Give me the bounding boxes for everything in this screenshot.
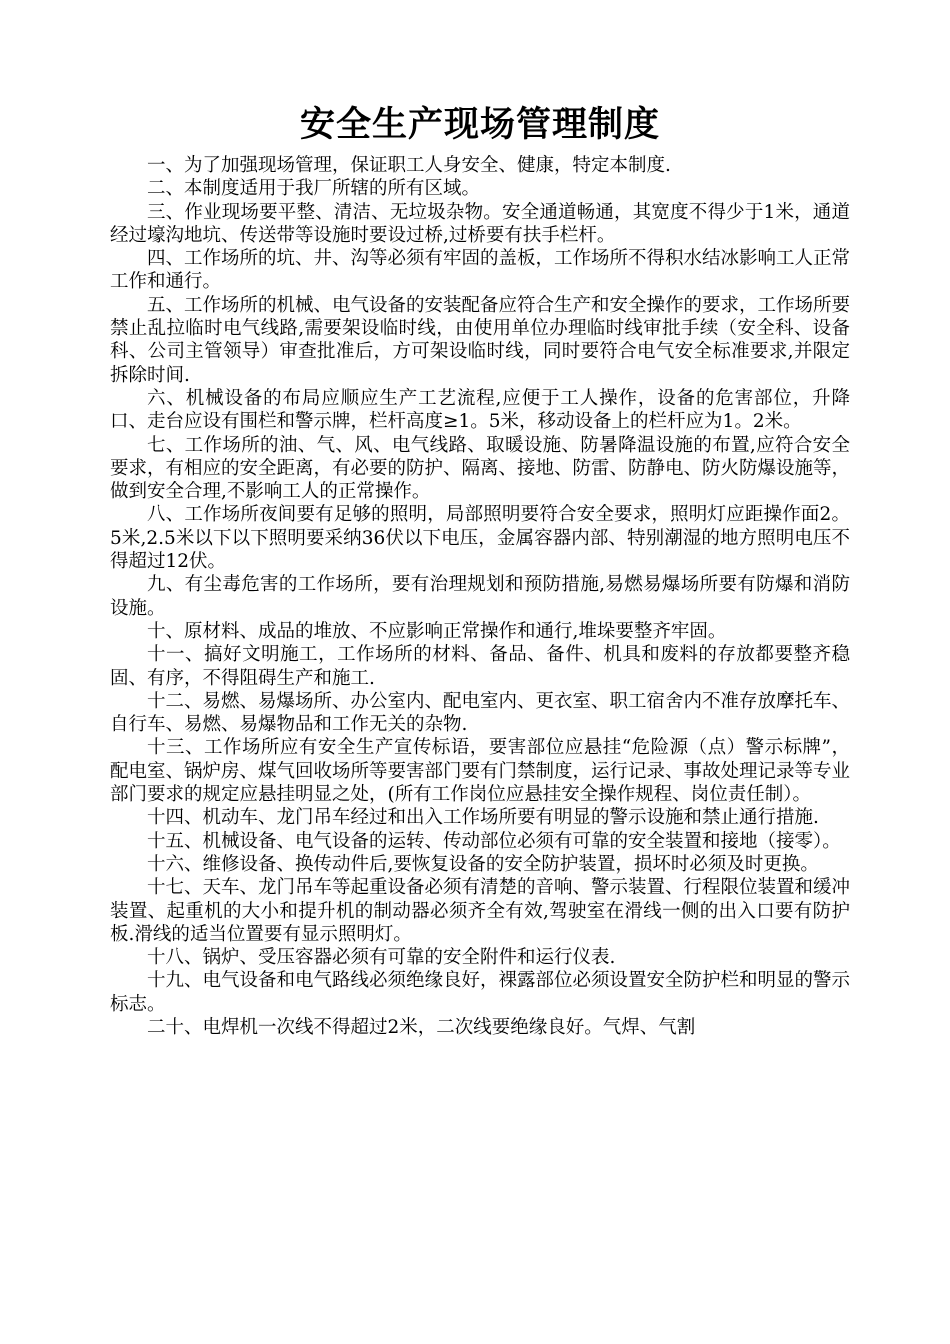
document-title: 安全生产现场管理制度 [299,104,660,145]
paragraph-14: 十四、机动车、龙门吊车经过和出入工作场所要有明显的警示设施和禁止通行措施. [147,807,819,829]
paragraph-15: 十五、机械设备、电气设备的运转、传动部位必须有可靠的安全装置和接地（接零）。 [147,830,841,852]
paragraph-19: 十九、电气设备和电气路线必须绝缘良好，裸露部位必须设置安全防护栏和明显的警示标志。 [110,970,851,1015]
paragraph-18: 十八、锅炉、受压容器必须有可靠的安全附件和运行仪表. [147,947,616,969]
paragraph-16: 十六、维修设备、换传动件后,要恢复设备的安全防护装置，损坏时必须及时更换。 [147,853,819,875]
paragraph-17: 十七、天车、龙门吊车等起重设备必须有清楚的音响、警示装置、行程限位装置和缓冲装置、起重机的大小和提升机的制动器必须齐全有效,驾驶室在滑线一侧的出入口要有防护板.滑线的适当位置要有显示照明灯。 [110,877,851,945]
paragraph-2: 二、本制度适用于我厂所辖的所有区域。 [147,178,481,200]
paragraph-6: 六、机械设备的布局应顺应生产工艺流程,应便于工人操作，设备的危害部位，升降口、走台应设有围栏和警示牌，栏杆高度≥1。5米，移动设备上的栏杆应为1。2米。 [110,387,850,433]
document-page [110,96,850,1039]
paragraph-5: 五、工作场所的机械、电气设备的安装配备应符合生产和安全操作的要求，工作场所要禁止乱拉临时电气线路,需要架设临时线，由使用单位办理临时线审批手续（安全科、设备科、公司主管领导）审查批准后，方可架设临时线，同时要符合电气安全标准要求,并限定拆除时间. [110,294,851,386]
paragraph-4: 四、工作场所的坑、井、沟等必须有牢固的盖板，工作场所不得积水结冰影响工人正常工作和通行。 [110,248,851,293]
paragraph-1: 一、为了加强现场管理，保证职工人身安全、健康，特定本制度. [147,155,671,176]
document-body [110,154,850,1039]
paragraph-8: 八、工作场所夜间要有足够的照明，局部照明要符合安全要求，照明灯应距操作面2。5米,2.5米以下以下照明要采纳36伏以下电压，金属容器内部、特别潮湿的地方照明电压不得超过12伏。 [110,504,850,573]
paragraph-9: 九、有尘毒危害的工作场所，要有治理规划和预防措施,易燃易爆场所要有防爆和消防设施。 [110,574,850,619]
paragraph-12: 十二、易燃、易爆场所、办公室内、配电室内、更衣室、职工宿舍内不准存放摩托车、自行车、易燃、易爆物品和工作无关的杂物. [110,690,851,736]
paragraph-13: 十三、工作场所应有安全生产宣传标语，要害部位应悬挂“危险源（点）警示标牌”，配电室、锅炉房、煤气回收场所等要害部门要有门禁制度，运行记录、事故处理记录等专业部门要求的规定应悬挂明显之处，(所有工作岗位应悬挂安全操作规程、岗位责任制）。 [110,737,851,806]
paragraph-3: 三、作业现场要平整、清洁、无垃圾杂物。安全通道畅通，其宽度不得少于1米，通道经过壕沟地坑、传送带等设施时要设过桥,过桥要有扶手栏杆。 [110,201,850,246]
paragraph-10: 十、原材料、成品的堆放、不应影响正常操作和通行,堆垛要整齐牢固。 [147,620,727,642]
paragraph-20: 二十、电焊机一次线不得超过2米，二次线要绝缘良好。气焊、气割 [147,1016,696,1038]
paragraph-7: 七、工作场所的油、气、风、电气线路、取暖设施、防暑降温设施的布置,应符合安全要求，有相应的安全距离，有必要的防护、隔离、接地、防雷、防静电、防火防爆设施等，做到安全合理,不影响工人的正常操作。 [110,434,851,503]
paragraph-11: 十一、搞好文明施工，工作场所的材料、备品、备件、机具和废料的存放都要整齐稳固、有序，不得阻碍生产和施工. [110,644,850,689]
